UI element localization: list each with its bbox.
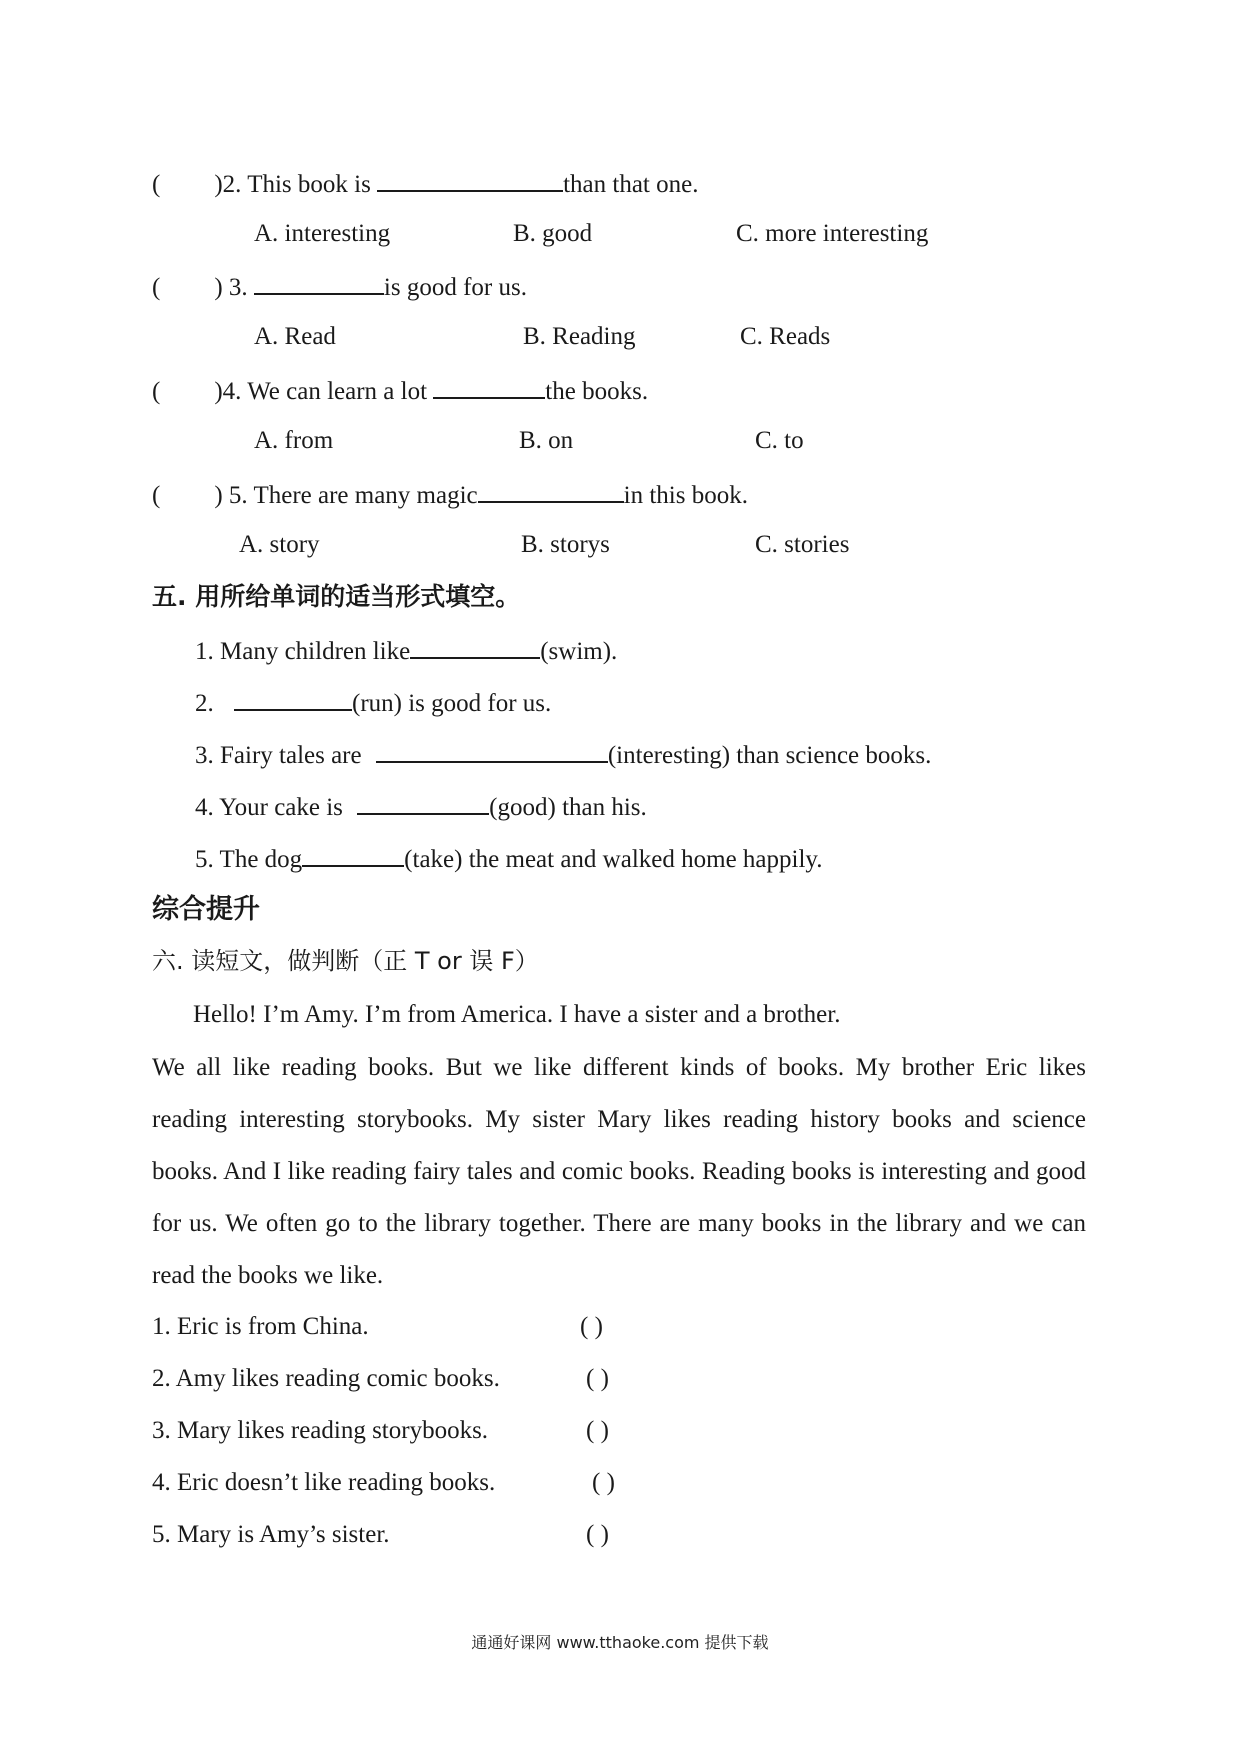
- passage-body: We all like reading books. But we like different kinds of books. My brother Eric likes reading interesting storybooks. My sister Mary likes reading history books and science books. And I like reading fairy tales and comic books. Reading books is interesting and good for us. We often go to the library together. There are many books in the library and we can read the books we like.: [152, 1054, 1086, 1289]
- answer-brackets: ( ): [580, 1313, 603, 1340]
- answer-blank: [478, 477, 624, 503]
- option-c: C. to: [755, 427, 804, 454]
- answer-paren-close: ): [214, 482, 223, 509]
- answer-brackets: ( ): [586, 1417, 609, 1444]
- question-prefix: 2. This book is: [222, 171, 378, 198]
- option-a: A. Read: [254, 323, 336, 350]
- fill-item-prefix: 3. Fairy tales are: [195, 742, 368, 769]
- choice-question: [152, 373, 648, 408]
- answer-paren-close: ): [214, 274, 223, 301]
- fill-item: [195, 633, 617, 668]
- question-prefix: 5. There are many magic: [222, 482, 478, 509]
- question-suffix: in this book.: [623, 482, 748, 509]
- fill-item-prefix: 2.: [195, 690, 220, 717]
- question-prefix: 3.: [222, 274, 254, 301]
- statement: 4. Eric doesn’t like reading books.: [152, 1469, 496, 1496]
- fill-item-prefix: 1. Many children like: [195, 638, 411, 665]
- fill-item-suffix: (take) the meat and walked home happily.: [404, 846, 823, 873]
- option-b: B. on: [519, 427, 574, 454]
- fill-item-prefix: 4. Your cake is: [195, 794, 350, 821]
- answer-brackets: ( ): [586, 1521, 609, 1548]
- option-c: C. Reads: [740, 323, 831, 350]
- option-b: B. storys: [521, 531, 610, 558]
- choice-question: [152, 269, 527, 304]
- answer-paren-open: (: [152, 274, 161, 301]
- choice-question: [152, 477, 748, 512]
- choice-question: [152, 166, 698, 201]
- option-a: A. from: [254, 427, 334, 454]
- option-a: A. interesting: [254, 220, 391, 247]
- answer-blank: [433, 373, 545, 399]
- fill-item: [195, 841, 823, 876]
- question-suffix: is good for us.: [383, 274, 527, 301]
- question-suffix: the books.: [545, 378, 649, 405]
- option-a: A. story: [239, 531, 320, 558]
- comprehensive-title: 综合提升: [152, 894, 260, 925]
- answer-brackets: ( ): [592, 1469, 615, 1496]
- fill-blank: [376, 737, 608, 763]
- fill-item: [195, 789, 647, 824]
- answer-paren-open: (: [152, 482, 161, 509]
- fill-item-suffix: (swim).: [540, 638, 618, 665]
- section-5-title: 五. 用所给单词的适当形式填空。: [152, 582, 521, 611]
- fill-item: [195, 737, 931, 772]
- option-b: B. good: [513, 220, 593, 247]
- fill-item-suffix: (interesting) than science books.: [607, 742, 932, 769]
- section-6-title: 六. 读短文，做判断（正 T or 误 F）: [152, 947, 539, 975]
- fill-item: [195, 685, 551, 720]
- answer-paren-open: (: [152, 171, 161, 198]
- statement: 1. Eric is from China.: [152, 1313, 369, 1340]
- fill-blank: [357, 789, 489, 815]
- answer-paren-close: ): [214, 171, 223, 198]
- answer-paren-open: (: [152, 378, 161, 405]
- question-prefix: 4. We can learn a lot: [222, 378, 434, 405]
- passage-first-line: Hello! I’m Amy. I’m from America. I have a sister and a brother.: [193, 1001, 841, 1028]
- fill-item-suffix: (good) than his.: [489, 794, 647, 821]
- option-c: C. stories: [755, 531, 850, 558]
- fill-item-prefix: 5. The dog: [195, 846, 303, 873]
- answer-paren-close: ): [214, 378, 223, 405]
- footer-text: 通通好课网 www.tthaoke.com 提供下载: [471, 1633, 769, 1652]
- fill-blank: [410, 633, 540, 659]
- option-c: C. more interesting: [736, 220, 929, 247]
- statement: 3. Mary likes reading storybooks.: [152, 1417, 489, 1444]
- option-b: B. Reading: [523, 323, 636, 350]
- answer-blank: [254, 269, 384, 295]
- fill-item-suffix: (run) is good for us.: [352, 690, 552, 717]
- fill-blank: [302, 841, 404, 867]
- question-suffix: than that one.: [563, 171, 699, 198]
- statement: 2. Amy likes reading comic books.: [152, 1365, 500, 1392]
- fill-blank: [234, 685, 352, 711]
- answer-brackets: ( ): [586, 1365, 609, 1392]
- statement: 5. Mary is Amy’s sister.: [152, 1521, 390, 1548]
- answer-blank: [377, 166, 563, 192]
